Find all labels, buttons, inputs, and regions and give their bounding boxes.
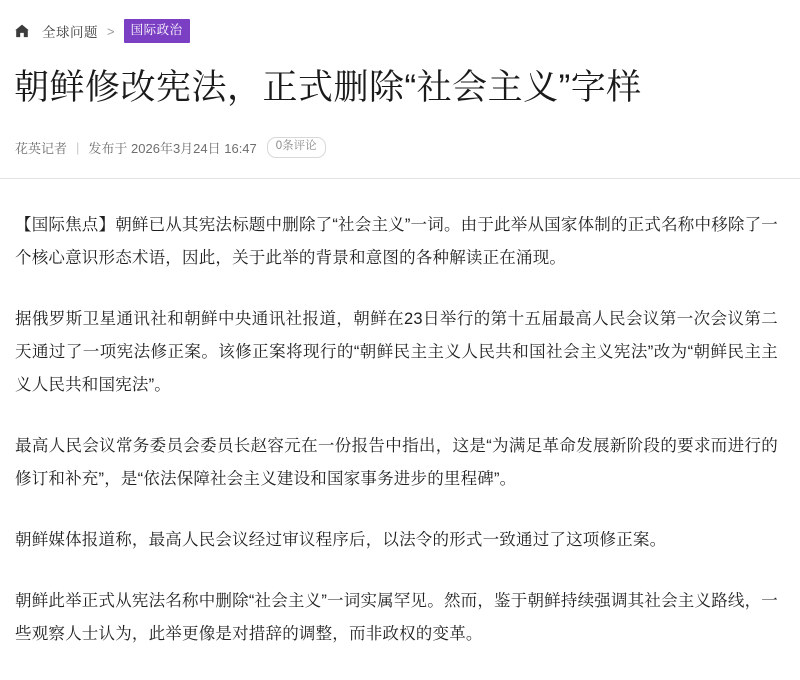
article-paragraph: 朝鲜媒体报道称，最高人民会议经过审议程序后，以法令的形式一致通过了这项修正案。 xyxy=(15,530,667,549)
breadcrumb xyxy=(0,0,800,44)
meta-date: 发布于 2026年3月24日 16:47 xyxy=(88,141,257,157)
article-body xyxy=(0,187,800,651)
page-title: 朝鲜修改宪法，正式删除“社会主义”字样 xyxy=(14,68,642,107)
article-paragraph: 朝鲜此举正式从宪法名称中删除“社会主义”一词实属罕见。然而，鉴于朝鲜持续强调其社会主义路线，一些观察人士认为，此举更像是对措辞的调整，而非政权的变革。 xyxy=(15,591,778,643)
article-paragraph: 【国际焦点】朝鲜已从其宪法标题中删除了“社会主义”一词。由于此举从国家体制的正式名称中移除了一个核心意识形态术语，因此，关于此举的背景和意图的各种解读正在涌现。 xyxy=(15,215,778,267)
article-paragraph: 据俄罗斯卫星通讯社和朝鲜中央通讯社报道，朝鲜在23日举行的第十五届最高人民会议第一次会议第二天通过了一项宪法修正案。该修正案将现行的“朝鲜民主主义人民共和国社会主义宪法”改为“朝鲜民主主义人民共和国宪法”。 xyxy=(15,309,778,394)
comment-count-badge[interactable]: 0条评论 xyxy=(267,137,326,158)
breadcrumb-tag[interactable]: 国际政治 xyxy=(124,19,190,43)
breadcrumb-category-link[interactable]: 全球问题 xyxy=(42,25,98,40)
article-meta xyxy=(0,137,800,159)
meta-author: 花英记者 xyxy=(15,141,68,157)
meta-divider-line xyxy=(0,178,800,179)
meta-divider: | xyxy=(76,140,80,156)
breadcrumb-separator: > xyxy=(107,23,115,39)
home-icon[interactable] xyxy=(14,23,30,39)
article-paragraph: 最高人民会议常务委员会委员长赵容元在一份报告中指出，这是“为满足革命发展新阶段的要求而进行的修订和补充”，是“依法保障社会主义建设和国家事务进步的里程碑”。 xyxy=(15,436,778,488)
